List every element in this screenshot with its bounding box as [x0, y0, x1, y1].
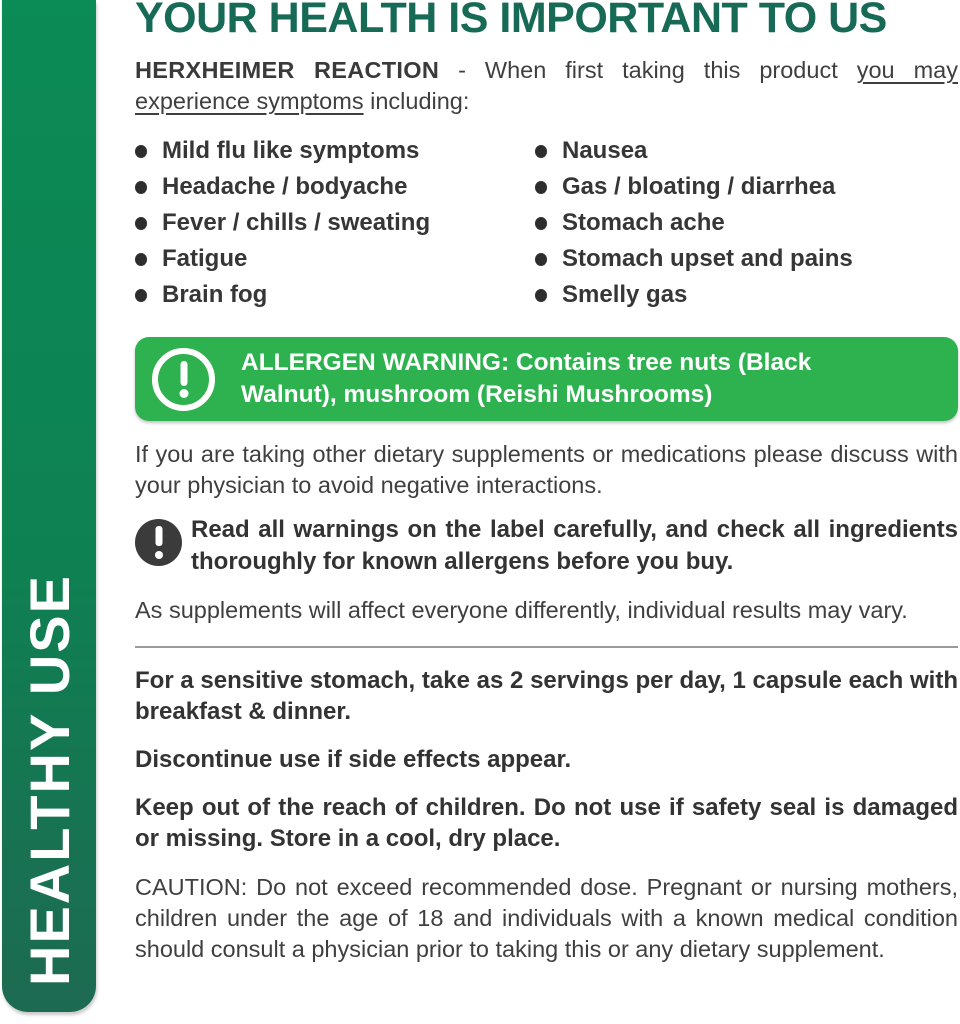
- list-item: [135, 205, 535, 241]
- herxheimer-lead: HERXHEIMER REACTION: [135, 57, 440, 83]
- herxheimer-middle: - When first taking this product: [439, 57, 857, 83]
- bullet-icon: [135, 181, 147, 194]
- symptom-label: Fever / chills / sweating: [162, 209, 431, 236]
- sidebar-title: HEALTHY USE: [17, 574, 81, 986]
- results-vary-paragraph: As supplements will affect everyone differently, individual results may vary.: [135, 597, 908, 623]
- exclamation-circle-icon: [135, 519, 182, 566]
- exclamation-dot: [155, 551, 163, 559]
- bullet-icon: [135, 289, 147, 302]
- bullet-icon: [135, 253, 147, 266]
- symptom-label: Gas / bloating / diarrhea: [562, 173, 836, 200]
- bullet-icon: [135, 145, 147, 158]
- list-item: [535, 277, 958, 313]
- bullet-icon: [535, 253, 547, 266]
- caution-paragraph: CAUTION: Do not exceed recommended dose. Pregnant or nursing mothers, children under the age of 18 and individuals with a known medical condition should consult a physician prior to taking this or any dietary supplement.: [135, 874, 958, 962]
- section-divider: [135, 646, 958, 648]
- symptom-label: Smelly gas: [562, 281, 688, 308]
- symptom-label: Nausea: [562, 137, 648, 164]
- alert-circle-icon: [152, 348, 215, 411]
- bullet-icon: [135, 217, 147, 230]
- read-warnings-block: [135, 514, 958, 577]
- exclamation-dot: [179, 389, 188, 398]
- label-content: [135, 0, 958, 965]
- bullet-icon: [535, 217, 547, 230]
- symptom-list-right: [535, 133, 958, 313]
- symptom-label: Fatigue: [162, 245, 248, 272]
- list-item: [135, 133, 535, 169]
- symptom-lists: [135, 133, 958, 313]
- bullet-icon: [535, 289, 547, 302]
- exclamation-bar: [155, 526, 162, 546]
- list-item: [135, 169, 535, 205]
- list-item: [135, 241, 535, 277]
- exclamation-bar: [180, 361, 187, 386]
- read-warnings-text: Read all warnings on the label carefully, and check all ingredients thoroughly for known allergens before you buy.: [191, 516, 958, 575]
- sensitive-stomach-direction: For a sensitive stomach, take as 2 servings per day, 1 capsule each with breakfast & dinner.: [135, 667, 958, 725]
- herxheimer-underlined: you may experience symptoms: [135, 57, 958, 114]
- symptom-label: Headache / bodyache: [162, 173, 408, 200]
- list-item: [535, 205, 958, 241]
- interactions-paragraph: If you are taking other dietary supplements or medications please discuss with your physician to avoid negative interactions.: [135, 441, 958, 498]
- keep-out-direction: Keep out of the reach of children. Do not use if safety seal is damaged or missing. Store in a cool, dry place.: [135, 794, 958, 852]
- herxheimer-tail: including:: [363, 88, 470, 114]
- bullet-icon: [535, 145, 547, 158]
- page-title: YOUR HEALTH IS IMPORTANT TO US: [135, 0, 887, 41]
- symptom-label: Brain fog: [162, 281, 268, 308]
- symptom-label: Mild flu like symptoms: [162, 137, 420, 164]
- symptom-list-left: [135, 133, 535, 313]
- bullet-icon: [535, 181, 547, 194]
- symptom-label: Stomach upset and pains: [562, 245, 853, 272]
- list-item: [535, 241, 958, 277]
- discontinue-direction: Discontinue use if side effects appear.: [135, 746, 572, 773]
- herxheimer-paragraph: [135, 55, 958, 117]
- list-item: [535, 169, 958, 205]
- allergen-warning-banner: [135, 337, 958, 421]
- list-item: [535, 133, 958, 169]
- sidebar-healthy-use: [2, 0, 96, 1012]
- list-item: [135, 277, 535, 313]
- symptom-label: Stomach ache: [562, 209, 725, 236]
- allergen-warning-text: ALLERGEN WARNING: Contains tree nuts (Black Walnut), mushroom (Reishi Mushrooms): [241, 349, 812, 408]
